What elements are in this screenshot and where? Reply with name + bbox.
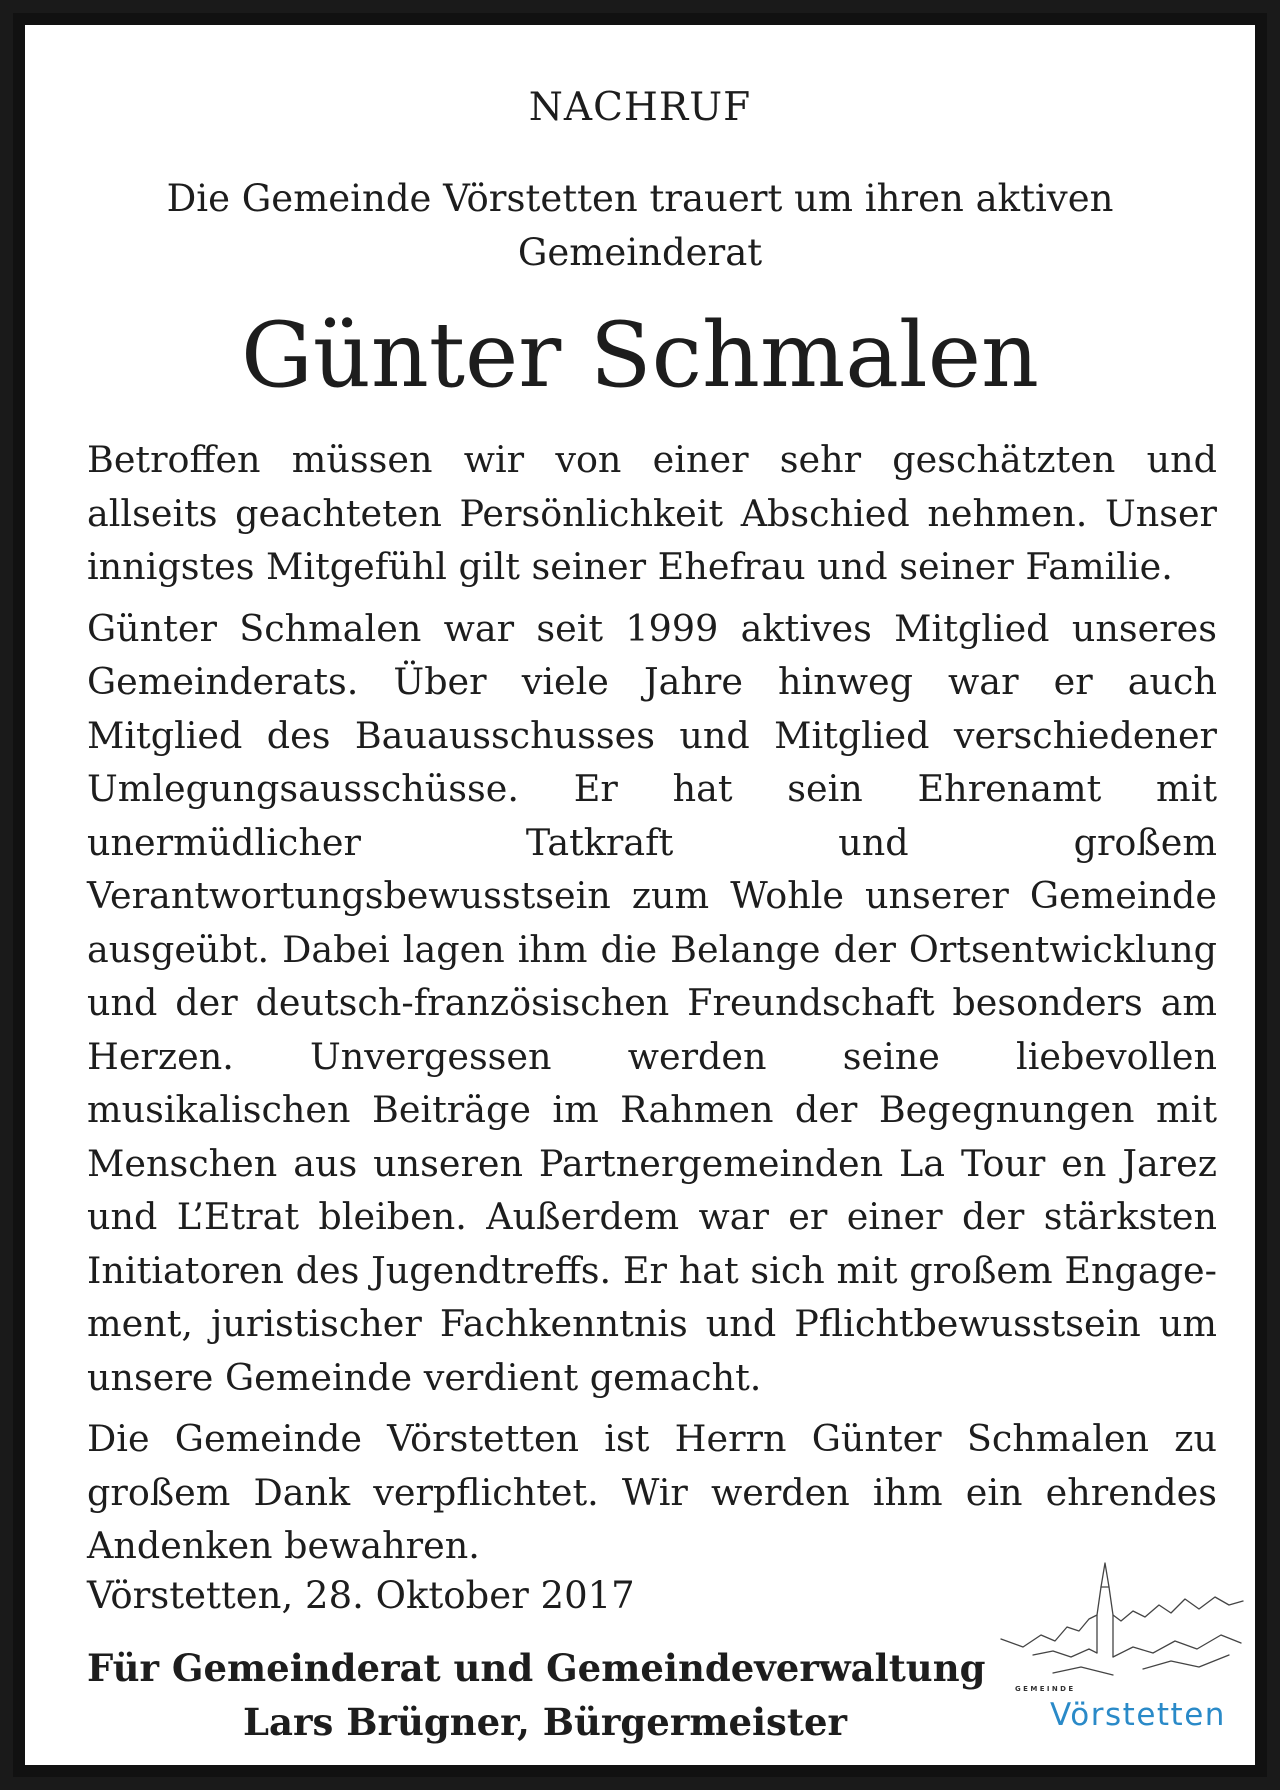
- signoff-signatory: Lars Brügner, Bürgermeister: [243, 1700, 848, 1744]
- obituary-notice: [13, 13, 1267, 1777]
- deceased-name: Günter Schmalen: [241, 303, 1039, 408]
- signoff: [87, 1641, 987, 1749]
- municipality-logo: [993, 1557, 1263, 1757]
- place-date: Vörstetten, 28. Oktober 2017: [87, 1574, 635, 1617]
- obituary-body: [87, 433, 1217, 1581]
- intro-text: Die Gemeinde Vörstetten trauert um ihren aktiven Gemeinderat: [166, 177, 1114, 274]
- logo-label-name: Vörstetten: [1050, 1697, 1226, 1733]
- logo-label-small: GEMEINDE: [1015, 1685, 1076, 1693]
- notice-heading: NACHRUF: [528, 85, 752, 130]
- village-skyline-icon: [993, 1557, 1263, 1697]
- paragraph: Die Gemeinde Vörstetten ist Herrn Günter Schmalen zu großem Dank verpflichtet. Wir werden ihm ein ehrendes Andenken bewahren.: [87, 1417, 1217, 1567]
- paragraph: Günter Schmalen war seit 1999 aktives Mitglied unseres Gemeinderats. Über viele Jahre hinweg war er auch Mitglied des Bauausschusses und Mitglied verschiedener Umlegungsausschüsse. Er hat sein Ehrenamt mit unermüdlicher Tatkraft und großem Verantwortungsbewusstsein zum Wohle unserer Gemeinde ausgeübt. Dabei lagen ihm die Belange der Ortsentwicklung und der deutsch-französischen Freundschaft besonders am Herzen. Unvergessen werden seine liebevollen musikalischen Beiträge im Rahmen der Begegnungen mit Menschen aus unseren Partnergemeinden La Tour en Jarez und L’Etrat bleiben. Außerdem war er einer der stärksten Initiatoren des Jugendtreffs. Er hat sich mit großem Engagement, juristischer Fachkenntnis und Pflichtbewusstsein um unsere Gemeinde verdient gemacht.: [87, 606, 1217, 1399]
- signoff-organisation: Für Gemeinderat und Gemeindeverwaltung: [87, 1646, 986, 1690]
- paragraph: Betroffen müssen wir von einer sehr geschätzten und allseits geachteten Persönlichkeit Abschied nehmen. Unser innigstes Mitgefühl gilt seiner Ehefrau und seiner Familie.: [87, 438, 1217, 588]
